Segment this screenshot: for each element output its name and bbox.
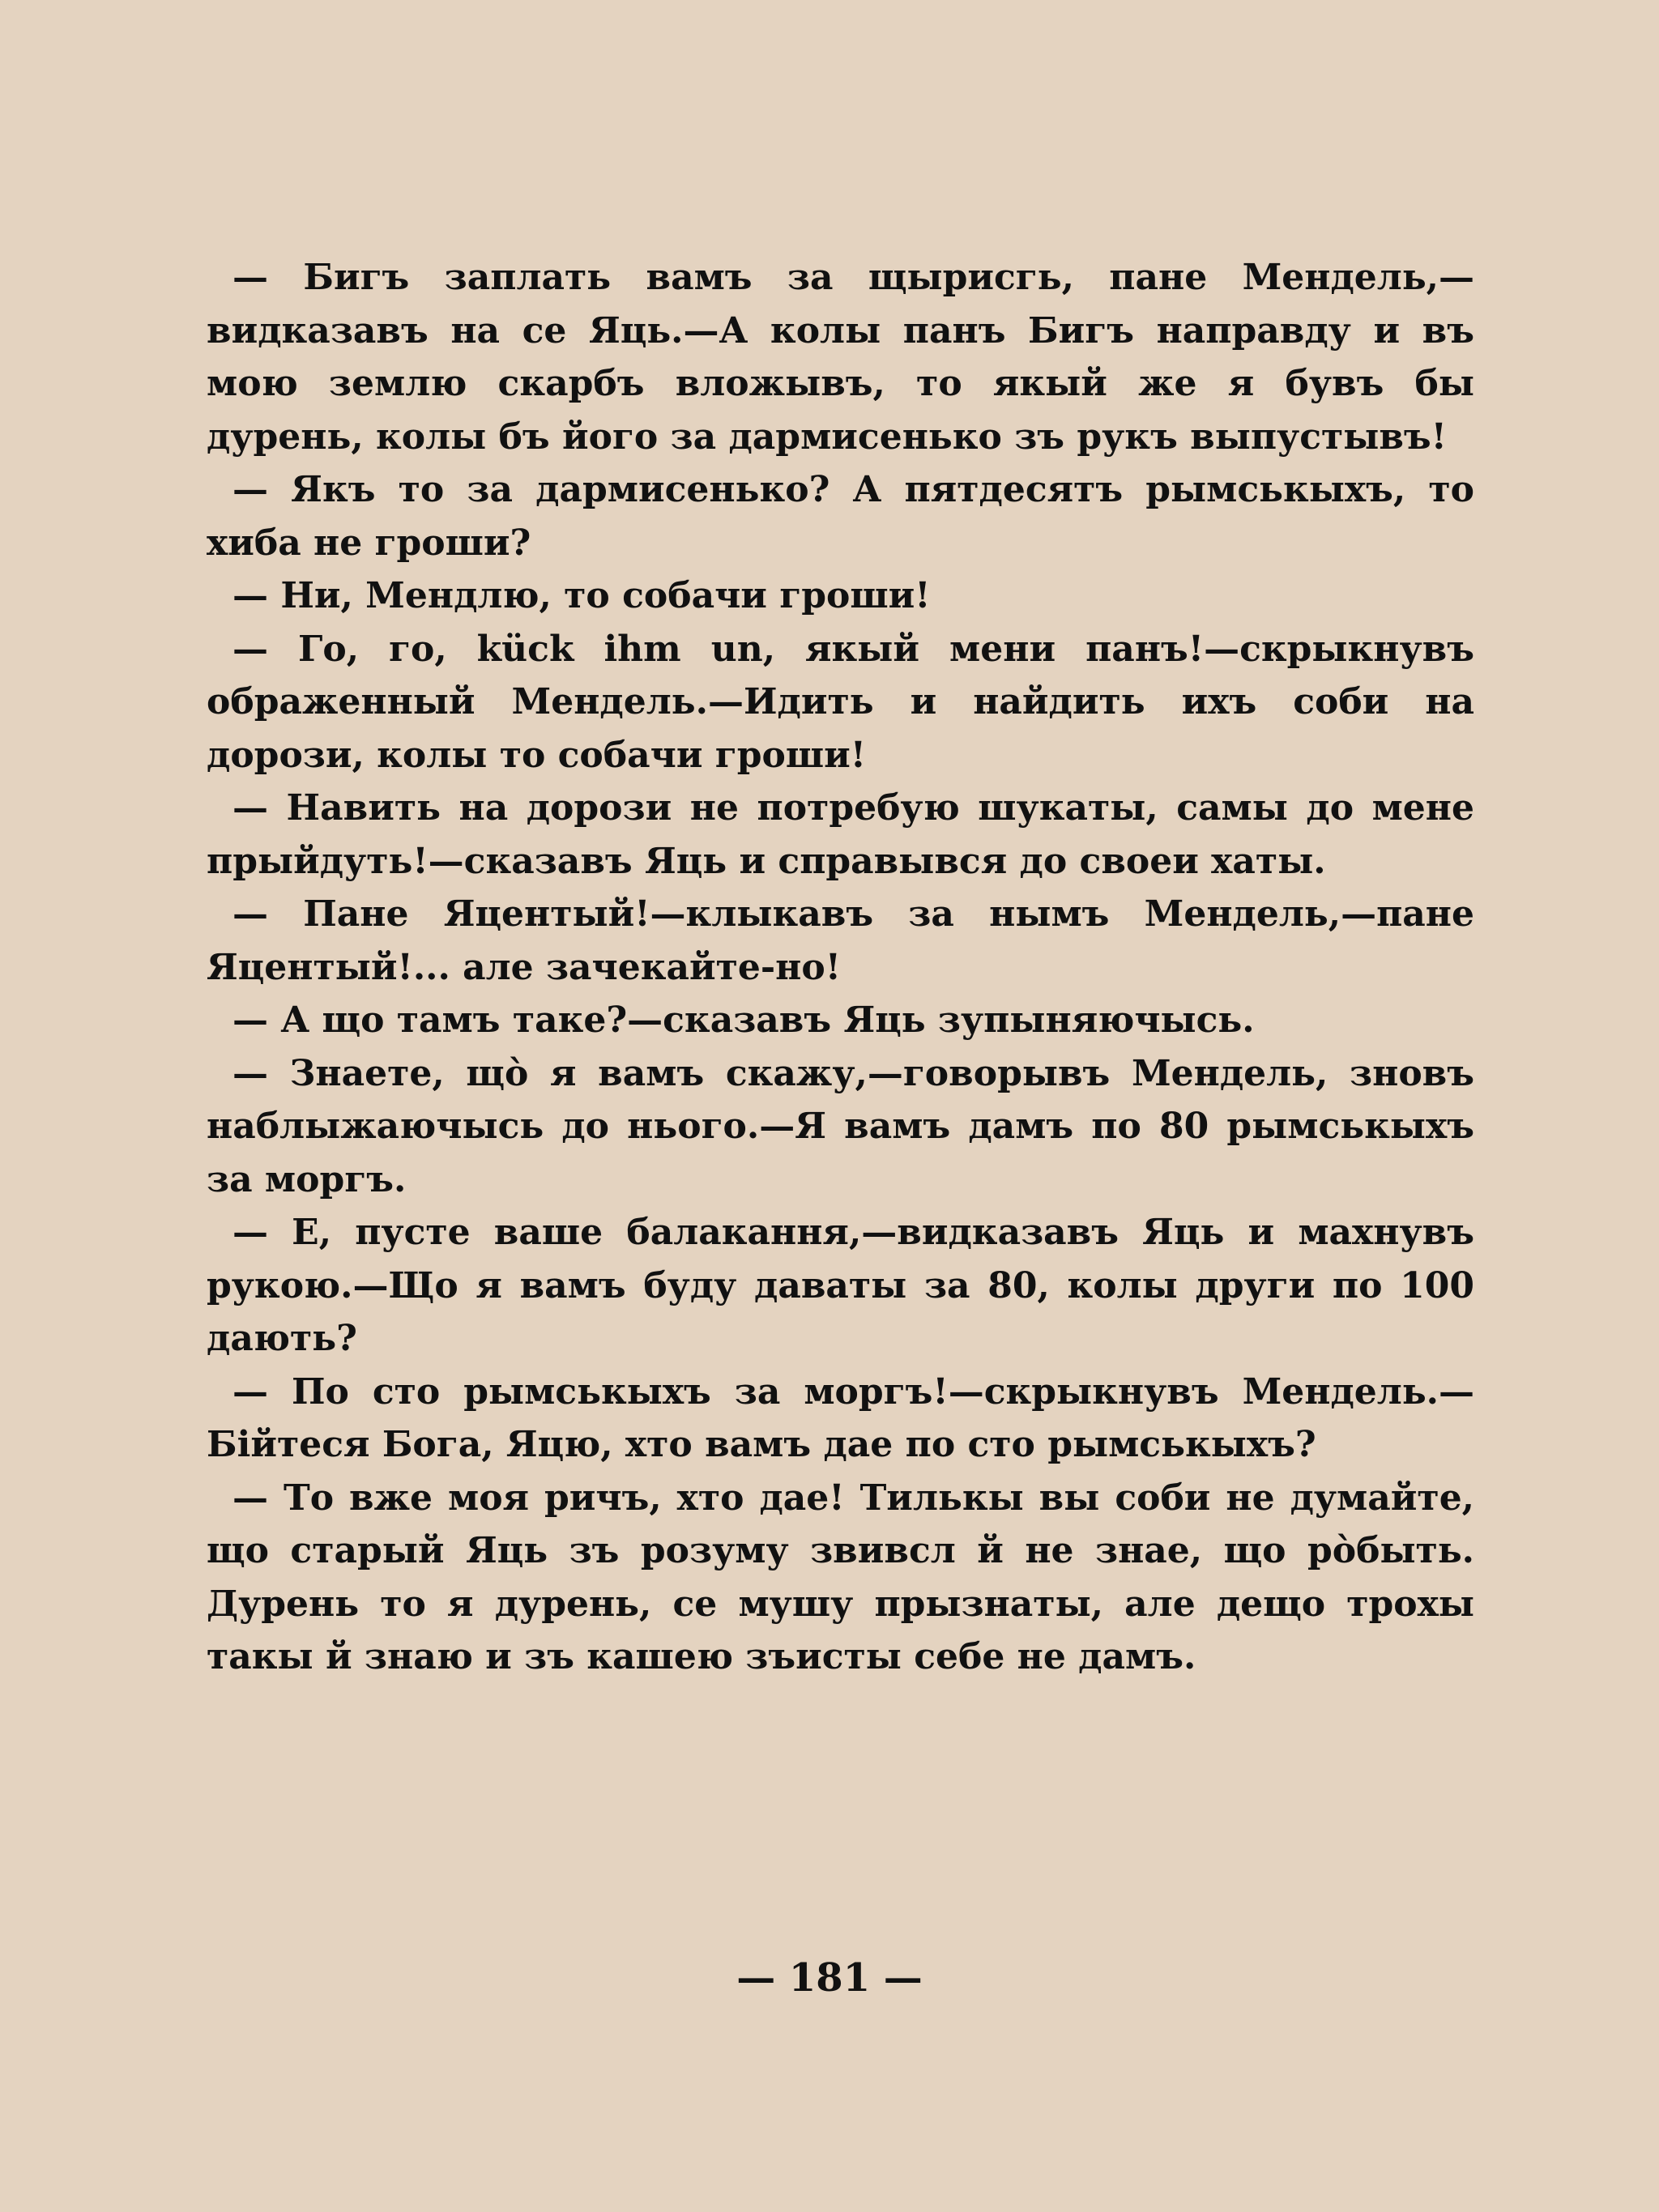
paragraph: — То вже моя ричъ, хто дае! Тилькы вы соби не думайте, що старый Яць зъ розуму звивсл й не знае, що рòбыть. Дурень то я дурень, се мушу прызнаты, але дещо трохы такы й знаю и зъ кашею зъисты себе не дамъ. xyxy=(207,1477,1474,1677)
page-text xyxy=(207,251,1474,1684)
paragraph: — Навить на дорози не потребую шукаты, самы до мене прыйдуть!—сказавъ Яць и справывся до своеи хаты. xyxy=(207,787,1474,882)
paragraph: — По сто рымськыхъ за моргъ!—скрыкнувъ Мендель.—Бійтеся Бога, Яцю, хто вамъ дае по сто рымськыхъ? xyxy=(207,1370,1474,1465)
paragraph: — Знаете, щò я вамъ скажу,—говорывъ Мендель, зновъ наблыжаючысь до нього.—Я вамъ дамъ по 80 рымськыхъ за моргъ. xyxy=(207,1052,1474,1200)
paragraph: — Бигъ заплать вамъ за щырисгь, пане Мендель,— видказавъ на се Яць.—А колы панъ Бигъ направду и въ мою землю скарбъ вложывъ, то якый же я бувъ бы дурень, колы бъ його за дармисенько зъ рукъ выпустывъ! xyxy=(207,257,1474,458)
paragraph: — А що тамъ таке?—сказавъ Яць зупыняючысь. xyxy=(232,999,1255,1041)
paragraph: — Го, го, kück ihm un, якый мени панъ!—скрыкнувъ ображенный Мендель.—Идить и найдить ихъ соби на дорози, колы то собачи гроши! xyxy=(207,628,1474,776)
page-number: — 181 — xyxy=(736,1955,923,2001)
paragraph: — Е, пусте ваше балакання,—видказавъ Яць и махнувъ рукою.—Що я вамъ буду даваты за 80, колы други по 100 дають? xyxy=(207,1212,1474,1359)
paragraph: — Ни, Мендлю, то собачи гроши! xyxy=(232,575,931,616)
paragraph: — Пане Яцентый!—клыкавъ за нымъ Мендель,—пане Яцентый!... але зачекайте-но! xyxy=(207,893,1474,988)
paragraph: — Якъ то за дармисенько? А пятдесятъ рымськыхъ, то хиба не гроши? xyxy=(207,469,1474,564)
